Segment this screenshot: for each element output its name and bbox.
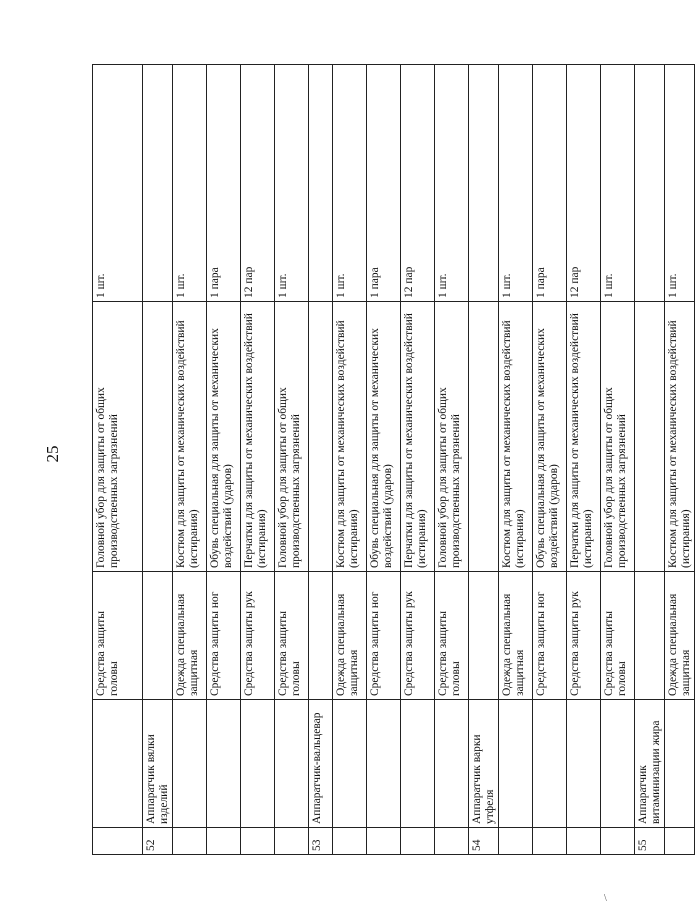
row-number: [533, 828, 567, 855]
table-row: [499, 65, 533, 855]
row-number: [333, 828, 367, 855]
profession-cell: [241, 700, 275, 828]
ppe-quantity: 1 шт.: [601, 65, 635, 302]
ppe-item: Головной убор для защиты от общих производственных загрязнений: [435, 302, 469, 572]
table-row: [207, 65, 241, 855]
profession-name: Аппаратчик вялки изделий: [143, 700, 173, 828]
ppe-table-rotated: [92, 65, 692, 855]
ppe-item: Головной убор для защиты от общих производственных загрязнений: [93, 302, 143, 572]
ppe-category: Средства защиты головы: [601, 572, 635, 700]
profession-row: [309, 65, 333, 855]
ppe-item: Обувь специальная для защиты от механических воздействий (ударов): [533, 302, 567, 572]
category-cell: [309, 572, 333, 700]
corner-mark: \: [604, 893, 607, 904]
table-row: [93, 65, 143, 855]
ppe-category: Средства защиты ног: [207, 572, 241, 700]
ppe-category: Средства защиты рук: [241, 572, 275, 700]
ppe-category: Средства защиты головы: [93, 572, 143, 700]
ppe-table-body: [93, 65, 695, 855]
row-number: 55: [635, 828, 665, 855]
profession-cell: [665, 700, 695, 828]
ppe-quantity: 1 шт.: [173, 65, 207, 302]
quantity-cell: [309, 65, 333, 302]
row-number: 53: [309, 828, 333, 855]
profession-row: [469, 65, 499, 855]
table-row: [665, 65, 695, 855]
ppe-item: Головной убор для защиты от общих производственных загрязнений: [601, 302, 635, 572]
table-row: [173, 65, 207, 855]
row-number: [567, 828, 601, 855]
ppe-quantity: 12 пар: [241, 65, 275, 302]
ppe-category: Средства защиты рук: [567, 572, 601, 700]
ppe-item: Перчатки для защиты от механических воздействий (истирания): [401, 302, 435, 572]
row-number: 52: [143, 828, 173, 855]
profession-row: [635, 65, 665, 855]
ppe-item: Костюм для защиты от механических воздействий (истирания): [173, 302, 207, 572]
page-number: 25: [43, 445, 62, 463]
ppe-category: Средства защиты рук: [401, 572, 435, 700]
ppe-quantity: 1 шт.: [93, 65, 143, 302]
table-row: [601, 65, 635, 855]
row-number: [367, 828, 401, 855]
ppe-quantity: 1 пара: [207, 65, 241, 302]
category-cell: [635, 572, 665, 700]
quantity-cell: [469, 65, 499, 302]
row-number: [401, 828, 435, 855]
profession-cell: [207, 700, 241, 828]
profession-cell: [367, 700, 401, 828]
ppe-quantity: 12 пар: [401, 65, 435, 302]
table-row: [567, 65, 601, 855]
row-number: [499, 828, 533, 855]
ppe-category: Одежда специальная защитная: [333, 572, 367, 700]
row-number: 54: [469, 828, 499, 855]
profession-cell: [533, 700, 567, 828]
table-row: [333, 65, 367, 855]
table-row: [275, 65, 309, 855]
category-cell: [143, 572, 173, 700]
row-number: [435, 828, 469, 855]
ppe-item: Костюм для защиты от механических воздействий (истирания): [333, 302, 367, 572]
item-cell: [469, 302, 499, 572]
ppe-quantity: 1 шт.: [435, 65, 469, 302]
table-row: [435, 65, 469, 855]
ppe-quantity: 12 пар: [567, 65, 601, 302]
ppe-category: Средства защиты ног: [367, 572, 401, 700]
table-row: [367, 65, 401, 855]
ppe-item: Перчатки для защиты от механических воздействий (истирания): [241, 302, 275, 572]
ppe-table: [92, 64, 695, 855]
profession-cell: [275, 700, 309, 828]
profession-cell: [499, 700, 533, 828]
ppe-quantity: 1 шт.: [275, 65, 309, 302]
ppe-category: Средства защиты ног: [533, 572, 567, 700]
row-number: [275, 828, 309, 855]
profession-cell: [93, 700, 143, 828]
profession-cell: [173, 700, 207, 828]
ppe-item: Костюм для защиты от механических воздействий (истирания): [499, 302, 533, 572]
row-number: [173, 828, 207, 855]
ppe-quantity: 1 шт.: [333, 65, 367, 302]
profession-cell: [435, 700, 469, 828]
row-number: [207, 828, 241, 855]
profession-cell: [601, 700, 635, 828]
profession-cell: [333, 700, 367, 828]
ppe-category: Одежда специальная защитная: [173, 572, 207, 700]
ppe-item: Обувь специальная для защиты от механических воздействий (ударов): [207, 302, 241, 572]
ppe-quantity: 1 пара: [533, 65, 567, 302]
quantity-cell: [635, 65, 665, 302]
table-row: [401, 65, 435, 855]
profession-name: Аппаратчик варки утфеля: [469, 700, 499, 828]
table-row: [241, 65, 275, 855]
item-cell: [635, 302, 665, 572]
ppe-quantity: 1 пара: [367, 65, 401, 302]
ppe-quantity: 1 шт.: [499, 65, 533, 302]
ppe-item: Перчатки для защиты от механических воздействий (истирания): [567, 302, 601, 572]
profession-cell: [567, 700, 601, 828]
quantity-cell: [143, 65, 173, 302]
row-number: [241, 828, 275, 855]
row-number: [601, 828, 635, 855]
profession-name: Аппаратчик витаминизации жира: [635, 700, 665, 828]
ppe-item: Обувь специальная для защиты от механических воздействий (ударов): [367, 302, 401, 572]
ppe-category: Одежда специальная защитная: [499, 572, 533, 700]
item-cell: [143, 302, 173, 572]
row-number: [93, 828, 143, 855]
ppe-category: Средства защиты головы: [435, 572, 469, 700]
table-row: [533, 65, 567, 855]
row-number: [665, 828, 695, 855]
category-cell: [469, 572, 499, 700]
ppe-category: Одежда специальная защитная: [665, 572, 695, 700]
profession-cell: [401, 700, 435, 828]
profession-row: [143, 65, 173, 855]
ppe-quantity: 1 шт.: [665, 65, 695, 302]
ppe-item: Головной убор для защиты от общих производственных загрязнений: [275, 302, 309, 572]
profession-name: Аппаратчик-вальцевар: [309, 700, 333, 828]
item-cell: [309, 302, 333, 572]
ppe-item: Костюм для защиты от механических воздействий (истирания): [665, 302, 695, 572]
ppe-category: Средства защиты головы: [275, 572, 309, 700]
